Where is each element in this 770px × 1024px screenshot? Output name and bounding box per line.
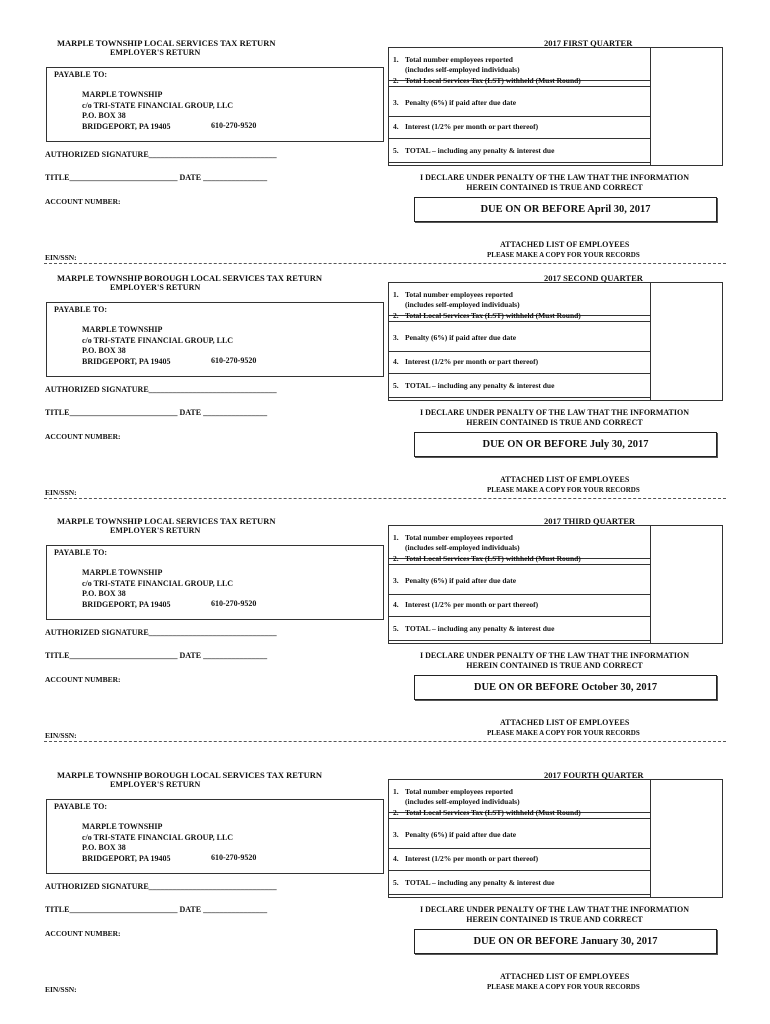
quarterly-return-section-3 [0, 516, 770, 766]
copy-records-note: PLEASE MAKE A COPY FOR YOUR RECORDS [487, 251, 640, 259]
ein-ssn-label: EIN/SSN: [45, 985, 77, 994]
employers-return-label: EMPLOYER'S RETURN [110, 780, 201, 789]
title-date-field[interactable]: TITLE___________________________ DATE ________________ [45, 173, 268, 182]
payable-to-box [46, 302, 384, 377]
address-line: BRIDGEPORT, PA 19405 [82, 853, 171, 863]
quarter-label: 2017 SECOND QUARTER [544, 273, 643, 283]
quarterly-return-section-4 [0, 770, 770, 1020]
line-2-text[interactable]: 2. Total Local Services Tax (LST) withheld (Must Round) [393, 554, 581, 563]
address-line: BRIDGEPORT, PA 19405 [82, 356, 171, 366]
amount-column-divider [650, 780, 651, 897]
payable-to-box [46, 545, 384, 620]
address-line: BRIDGEPORT, PA 19405 [82, 599, 171, 609]
attached-list-label: ATTACHED LIST OF EMPLOYEES [500, 240, 630, 249]
address-line: c/o TRI-STATE FINANCIAL GROUP, LLC [82, 832, 234, 842]
quarterly-return-section-1 [0, 38, 770, 288]
tax-calculation-box [388, 525, 723, 644]
line-1-text: 1. Total number employees reported (includes self-employed individuals) [393, 290, 520, 309]
line-5-text[interactable]: 5. TOTAL – including any penalty & interest due [393, 878, 555, 887]
line-4-text[interactable]: 4. Interest (1/2% per month or part thereof) [393, 122, 539, 131]
line-4-text[interactable]: 4. Interest (1/2% per month or part thereof) [393, 600, 539, 609]
title-date-field[interactable]: TITLE___________________________ DATE ________________ [45, 651, 268, 660]
account-number-label: ACCOUNT NUMBER: [45, 432, 121, 441]
line-5-text[interactable]: 5. TOTAL – including any penalty & interest due [393, 624, 555, 633]
line-2-text[interactable]: 2. Total Local Services Tax (LST) withheld (Must Round) [393, 808, 581, 817]
line-1-text: 1. Total number employees reported (includes self-employed individuals) [393, 787, 520, 806]
line-2-text[interactable]: 2. Total Local Services Tax (LST) withheld (Must Round) [393, 311, 581, 320]
copy-records-note: PLEASE MAKE A COPY FOR YOUR RECORDS [487, 983, 640, 991]
account-number-label: ACCOUNT NUMBER: [45, 675, 121, 684]
copy-records-note: PLEASE MAKE A COPY FOR YOUR RECORDS [487, 486, 640, 494]
payable-to-label: PAYABLE TO: [54, 305, 108, 314]
return-title: MARPLE TOWNSHIP BOROUGH LOCAL SERVICES TAX RETURN [57, 770, 322, 780]
declaration-text: I DECLARE UNDER PENALTY OF THE LAW THAT THE INFORMATION HEREIN CONTAINED IS TRUE AND CORRECT [419, 173, 689, 192]
authorized-signature-field[interactable]: AUTHORIZED SIGNATURE________________________________ [45, 150, 277, 159]
quarter-label: 2017 FOURTH QUARTER [544, 770, 644, 780]
title-date-field[interactable]: TITLE___________________________ DATE ________________ [45, 408, 268, 417]
employers-return-label: EMPLOYER'S RETURN [110, 48, 201, 57]
payable-to-label: PAYABLE TO: [54, 70, 108, 79]
line-5-text[interactable]: 5. TOTAL – including any penalty & interest due [393, 146, 555, 155]
line-4-text[interactable]: 4. Interest (1/2% per month or part thereof) [393, 854, 539, 863]
attached-list-label: ATTACHED LIST OF EMPLOYEES [500, 475, 630, 484]
phone-number: 610-270-9520 [211, 356, 257, 365]
line-5-text[interactable]: 5. TOTAL – including any penalty & interest due [393, 381, 555, 390]
amount-column-divider [650, 283, 651, 400]
quarter-label: 2017 THIRD QUARTER [544, 516, 636, 526]
phone-number: 610-270-9520 [211, 599, 257, 608]
cut-line-divider [44, 263, 726, 264]
due-date-box: DUE ON OR BEFORE October 30, 2017 [414, 675, 717, 700]
ein-ssn-label: EIN/SSN: [45, 488, 77, 497]
authorized-signature-field[interactable]: AUTHORIZED SIGNATURE________________________________ [45, 628, 277, 637]
line-3-text[interactable]: 3. Penalty (6%) if paid after due date [393, 333, 517, 342]
ein-ssn-label: EIN/SSN: [45, 253, 77, 262]
employers-return-label: EMPLOYER'S RETURN [110, 283, 201, 292]
tax-calculation-box [388, 47, 723, 166]
address-line: P.O. BOX 38 [82, 111, 126, 120]
amount-column-divider [650, 526, 651, 643]
phone-number: 610-270-9520 [211, 121, 257, 130]
authorized-signature-field[interactable]: AUTHORIZED SIGNATURE________________________________ [45, 385, 277, 394]
address-line: MARPLE TOWNSHIP [82, 822, 163, 831]
due-date-box: DUE ON OR BEFORE July 30, 2017 [414, 432, 717, 457]
authorized-signature-field[interactable]: AUTHORIZED SIGNATURE________________________________ [45, 882, 277, 891]
line-3-text[interactable]: 3. Penalty (6%) if paid after due date [393, 830, 517, 839]
cut-line-divider [44, 498, 726, 499]
address-line: MARPLE TOWNSHIP [82, 568, 163, 577]
payable-to-box [46, 799, 384, 874]
due-date-box: DUE ON OR BEFORE January 30, 2017 [414, 929, 717, 954]
payable-to-label: PAYABLE TO: [54, 802, 108, 811]
amount-column-divider [650, 48, 651, 165]
phone-number: 610-270-9520 [211, 853, 257, 862]
line-2-text[interactable]: 2. Total Local Services Tax (LST) withheld (Must Round) [393, 76, 581, 85]
payable-to-box [46, 67, 384, 142]
line-3-text[interactable]: 3. Penalty (6%) if paid after due date [393, 576, 517, 585]
tax-calculation-box [388, 779, 723, 898]
return-title: MARPLE TOWNSHIP LOCAL SERVICES TAX RETURN [57, 38, 276, 48]
address-line: P.O. BOX 38 [82, 346, 126, 355]
employers-return-label: EMPLOYER'S RETURN [110, 526, 201, 535]
quarter-label: 2017 FIRST QUARTER [544, 38, 633, 48]
tax-calculation-box [388, 282, 723, 401]
line-1-text: 1. Total number employees reported (includes self-employed individuals) [393, 533, 520, 552]
copy-records-note: PLEASE MAKE A COPY FOR YOUR RECORDS [487, 729, 640, 737]
attached-list-label: ATTACHED LIST OF EMPLOYEES [500, 718, 630, 727]
cut-line-divider [44, 741, 726, 742]
line-3-text[interactable]: 3. Penalty (6%) if paid after due date [393, 98, 517, 107]
account-number-label: ACCOUNT NUMBER: [45, 929, 121, 938]
address-line: MARPLE TOWNSHIP [82, 90, 163, 99]
title-date-field[interactable]: TITLE___________________________ DATE ________________ [45, 905, 268, 914]
address-line: BRIDGEPORT, PA 19405 [82, 121, 171, 131]
ein-ssn-label: EIN/SSN: [45, 731, 77, 740]
address-line: MARPLE TOWNSHIP [82, 325, 163, 334]
line-4-text[interactable]: 4. Interest (1/2% per month or part thereof) [393, 357, 539, 366]
return-title: MARPLE TOWNSHIP BOROUGH LOCAL SERVICES TAX RETURN [57, 273, 322, 283]
address-line: c/o TRI-STATE FINANCIAL GROUP, LLC [82, 335, 234, 345]
payable-to-label: PAYABLE TO: [54, 548, 108, 557]
attached-list-label: ATTACHED LIST OF EMPLOYEES [500, 972, 630, 981]
address-line: P.O. BOX 38 [82, 589, 126, 598]
declaration-text: I DECLARE UNDER PENALTY OF THE LAW THAT THE INFORMATION HEREIN CONTAINED IS TRUE AND CORRECT [419, 651, 689, 670]
declaration-text: I DECLARE UNDER PENALTY OF THE LAW THAT THE INFORMATION HEREIN CONTAINED IS TRUE AND CORRECT [419, 905, 689, 924]
declaration-text: I DECLARE UNDER PENALTY OF THE LAW THAT THE INFORMATION HEREIN CONTAINED IS TRUE AND CORRECT [419, 408, 689, 427]
due-date-box: DUE ON OR BEFORE April 30, 2017 [414, 197, 717, 222]
address-line: c/o TRI-STATE FINANCIAL GROUP, LLC [82, 100, 234, 110]
return-title: MARPLE TOWNSHIP LOCAL SERVICES TAX RETURN [57, 516, 276, 526]
line-1-text: 1. Total number employees reported (includes self-employed individuals) [393, 55, 520, 74]
address-line: c/o TRI-STATE FINANCIAL GROUP, LLC [82, 578, 234, 588]
account-number-label: ACCOUNT NUMBER: [45, 197, 121, 206]
address-line: P.O. BOX 38 [82, 843, 126, 852]
quarterly-return-section-2 [0, 273, 770, 523]
